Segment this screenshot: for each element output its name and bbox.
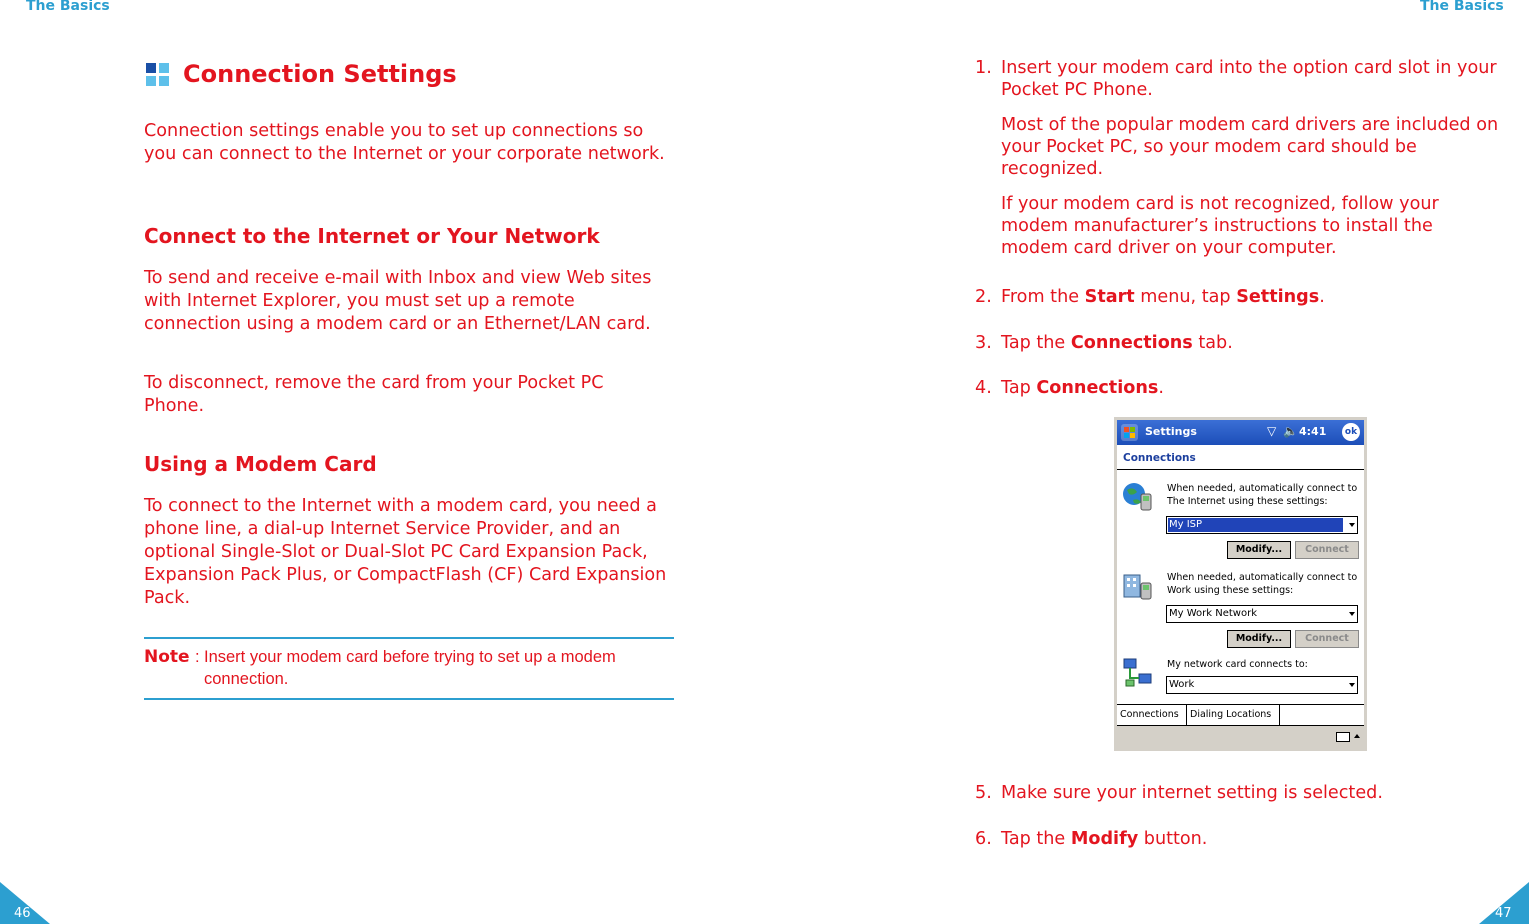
- internet-dropdown[interactable]: My ISP: [1166, 516, 1358, 534]
- input-menu-arrow-icon[interactable]: [1354, 734, 1360, 738]
- netcard-label: My network card connects to:: [1167, 659, 1308, 670]
- ppc-titlebar: [1117, 420, 1364, 445]
- note-text: Insert your modem card before trying to set up a modem connection.: [204, 648, 616, 688]
- internet-label: When needed, automatically connect to The Internet using these settings:: [1167, 483, 1358, 507]
- network-card-icon: [1121, 656, 1155, 690]
- windows-flag-icon[interactable]: [1120, 423, 1139, 442]
- step-2: 2. From the Start menu, tap Settings.: [975, 287, 1325, 307]
- chevron-down-icon: [1349, 683, 1355, 687]
- chevron-down-icon: [1349, 612, 1355, 616]
- note-top-rule: [144, 637, 674, 639]
- pocket-pc-screenshot: [1114, 417, 1367, 751]
- para-connect-1: To send and receive e-mail with Inbox and view Web sites with Internet Explorer, you must set up a remote connection using a modem card or an Ethernet/LAN card.: [144, 268, 652, 334]
- section-title: Connection Settings: [183, 60, 457, 88]
- step-3: 3. Tap the Connections tab.: [975, 333, 1233, 353]
- ok-button[interactable]: ok: [1342, 423, 1360, 441]
- ppc-title: Settings: [1145, 425, 1197, 438]
- heading-connect: Connect to the Internet or Your Network: [144, 224, 600, 248]
- netcard-dropdown[interactable]: Work: [1166, 676, 1358, 694]
- page-number-right: 47: [1495, 906, 1512, 921]
- modify-internet-button[interactable]: Modify...: [1227, 541, 1291, 559]
- keyboard-icon[interactable]: [1336, 732, 1350, 742]
- step-1-note-a: Most of the popular modem card drivers are included on your Pocket PC, so your modem card should be recognized.: [1001, 115, 1499, 179]
- note-label: Note: [144, 647, 190, 667]
- ppc-tabs: [1117, 704, 1364, 725]
- work-dropdown[interactable]: My Work Network: [1166, 605, 1358, 623]
- ppc-heading: Connections: [1123, 452, 1196, 464]
- work-building-icon: [1121, 569, 1155, 603]
- section-grid-icon: [146, 63, 170, 87]
- step-4: 4. Tap Connections.: [975, 378, 1164, 398]
- step-6: 6. Tap the Modify button.: [975, 829, 1208, 849]
- signal-icon[interactable]: ▽: [1267, 424, 1277, 438]
- work-label: When needed, automatically connect to Work using these settings:: [1167, 572, 1358, 596]
- running-head-right: The Basics: [1420, 0, 1504, 14]
- modify-work-button[interactable]: Modify...: [1227, 630, 1291, 648]
- connect-work-button[interactable]: Connect: [1295, 630, 1359, 648]
- heading-modem: Using a Modem Card: [144, 452, 377, 476]
- tab-connections[interactable]: Connections: [1117, 705, 1187, 725]
- running-head-left: The Basics: [26, 0, 110, 14]
- step-1-note-b: If your modem card is not recognized, follow your modem manufacturer’s instructions to install the modem card driver on your computer.: [1001, 194, 1439, 258]
- internet-globe-icon: [1121, 480, 1155, 514]
- para-modem: To connect to the Internet with a modem card, you need a phone line, a dial-up Internet Service Provider, and an optional Single-Slot or Dual-Slot PC Card Expansion Pack, Expansion Pack Plus, or CompactFlash (CF) Card Expansion Pack.: [144, 496, 667, 608]
- step-1: 1. Insert your modem card into the option card slot in your Pocket PC Phone. Most of the popular modem card drivers are included on your Pocket PC, so your modem card should be recognized. If your modem card is not recognized, follow your modem manufacturer’s instructions to install the modem card driver on your computer.: [975, 57, 1515, 259]
- ppc-menu-bar: [1117, 725, 1364, 749]
- tab-dialing-locations[interactable]: Dialing Locations: [1187, 705, 1280, 725]
- volume-icon[interactable]: 🔈: [1283, 424, 1298, 438]
- para-connect-2: To disconnect, remove the card from your Pocket PC Phone.: [144, 373, 604, 416]
- intro-paragraph: Connection settings enable you to set up connections so you can connect to the Internet or your corporate network.: [144, 121, 665, 164]
- note-bottom-rule: [144, 698, 674, 700]
- step-5: 5. Make sure your internet setting is selected.: [975, 783, 1383, 803]
- page-number-left: 46: [14, 906, 31, 921]
- ppc-clock[interactable]: 4:41: [1299, 425, 1327, 438]
- chevron-down-icon: [1349, 523, 1355, 527]
- connect-internet-button[interactable]: Connect: [1295, 541, 1359, 559]
